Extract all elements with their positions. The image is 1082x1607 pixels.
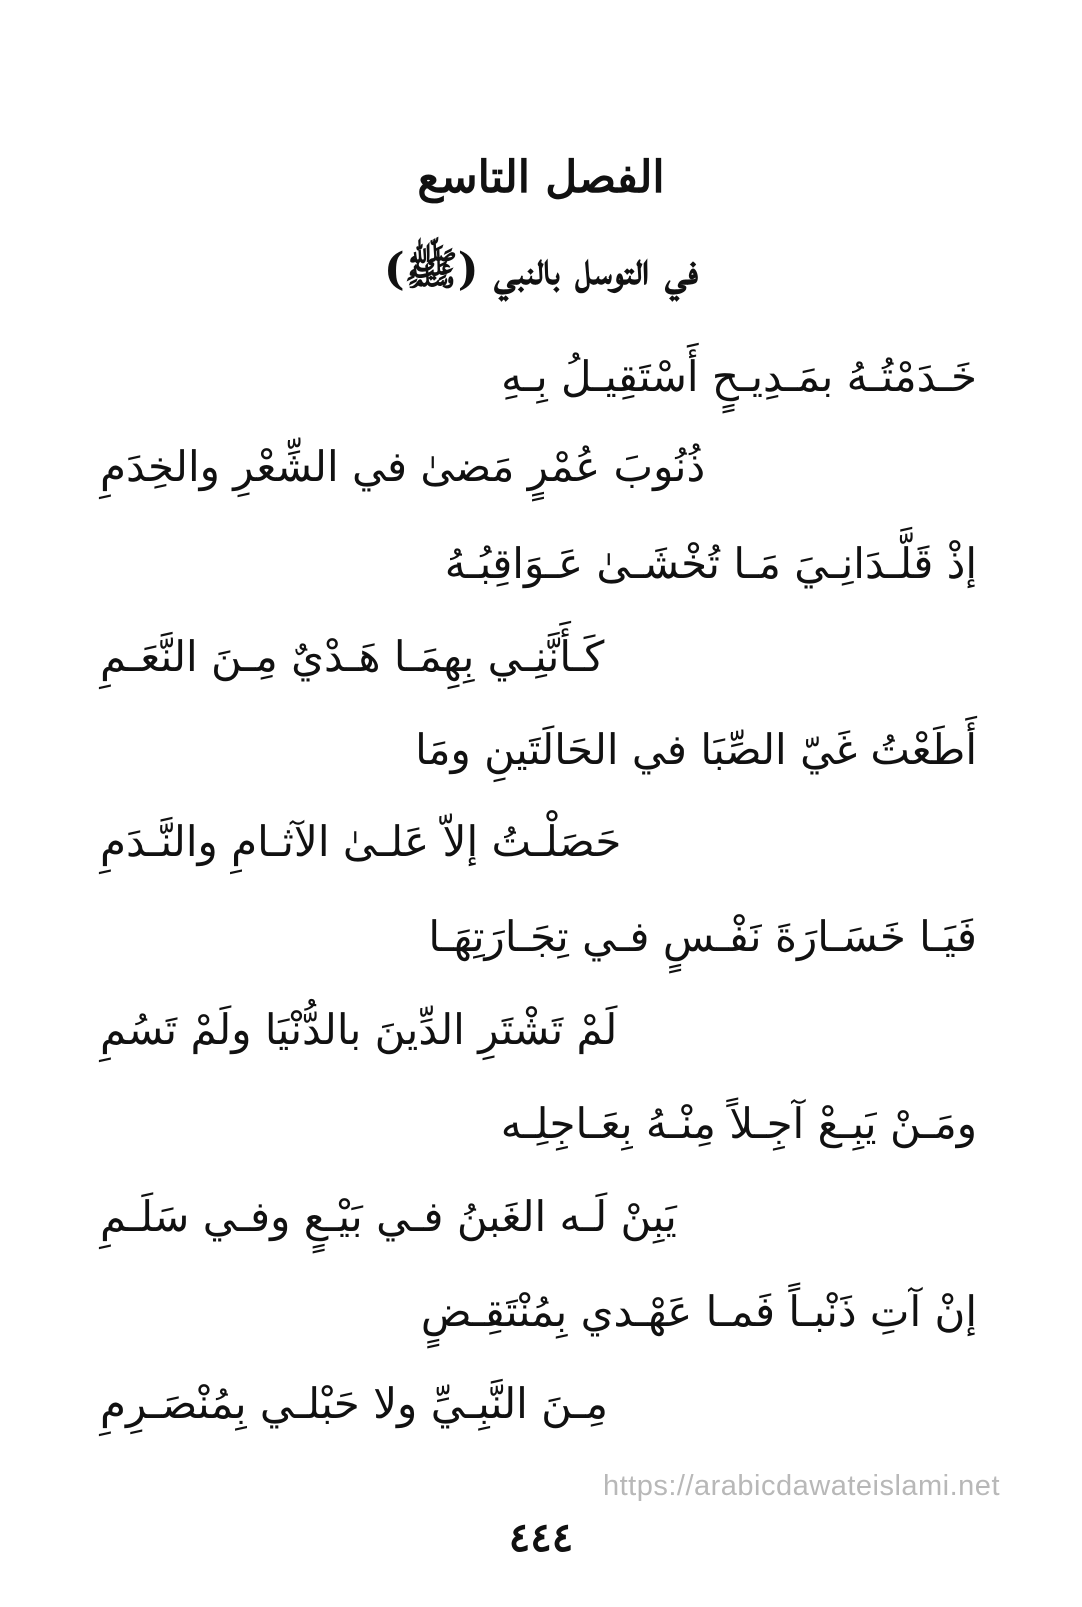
verse-4-second-hemistich: لَمْ تَشْتَرِ الدِّينَ بالدُّنْيَا ولَمْ تَسُمِ <box>100 1005 618 1054</box>
verse-1-first-hemistich: خَـدَمْتُـهُ بمَـدِيـحٍ أَسْتَقِيـلُ بِـهِ <box>501 352 977 401</box>
verse-6-first-hemistich: إنْ آتِ ذَنْبـاً فَمـا عَهْـدي بِمُنْتَقِـضٍ <box>420 1287 977 1336</box>
verse-1-second-hemistich: ذُنُوبَ عُمْرٍ مَضىٰ في الشِّعْرِ والخِدَمِ <box>100 442 706 491</box>
chapter-title: الفصل التاسع <box>417 152 665 203</box>
verse-2-first-hemistich: إذْ قَلَّـدَانِـيَ مَـا تُخْشَـىٰ عَـوَاقِبُـهُ <box>444 539 977 588</box>
verse-5-second-hemistich: يَبِنْ لَـه الغَبنُ فـي بَيْـعٍ وفـي سَلَـمِ <box>100 1192 677 1241</box>
verse-5-first-hemistich: ومَـنْ يَبِـعْ آجِـلاً مِنْـهُ بِعَـاجِلِـه <box>500 1099 977 1148</box>
watermark-url: https://arabicdawateislami.net <box>602 1470 1000 1502</box>
verse-3-first-hemistich: أَطَعْتُ غَيّ الصِّبَا في الحَالَتَينِ ومَا <box>415 725 977 774</box>
page-number: ٤٤٤ <box>508 1514 574 1561</box>
verse-4-first-hemistich: فَيَـا خَسَـارَةَ نَفْـسٍ فـي تِجَـارَتِهَـا <box>428 912 977 961</box>
verse-6-second-hemistich: مِـنَ النَّبِـيِّ ولا حَبْلـي بِمُنْصَـرِمِ <box>100 1379 608 1428</box>
verse-2-second-hemistich: كَـأَنَّنِـي بِهِمَـا هَـدْيٌ مِـنَ النَّعَـمِ <box>100 632 605 681</box>
chapter-subtitle: في التوسل بالنبي (ﷺ) <box>383 244 699 295</box>
verse-3-second-hemistich: حَصَلْـتُ إلاّ عَلـىٰ الآثـامِ والنَّـدَمِ <box>100 817 622 866</box>
